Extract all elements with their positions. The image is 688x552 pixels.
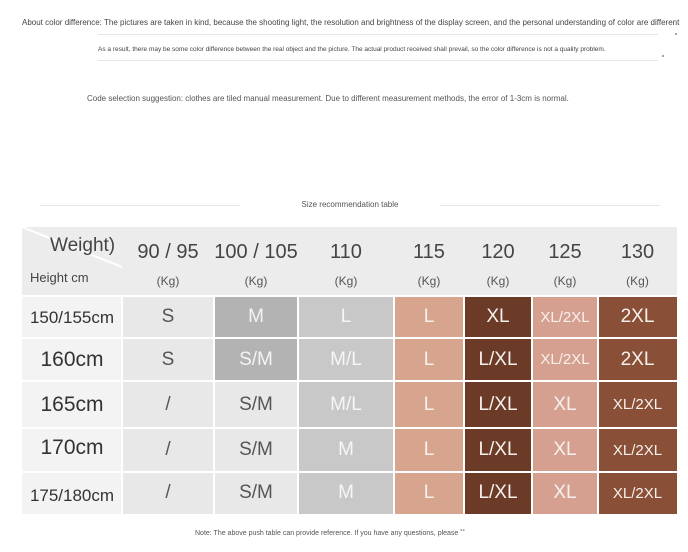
- column-unit: (Kg): [417, 274, 441, 288]
- size-cell: S: [122, 338, 214, 381]
- row-divider: [22, 337, 677, 339]
- size-cell: 2XL: [598, 338, 677, 381]
- size-cell: M: [298, 428, 394, 472]
- divider: [98, 34, 658, 35]
- size-cell: L/XL: [464, 428, 532, 472]
- row-height-label: 175/180cm: [29, 486, 115, 505]
- row-height-label: 170cm: [40, 436, 104, 459]
- size-cell: S/M: [214, 428, 298, 472]
- row-height-label: 150/155cm: [29, 308, 115, 327]
- row-divider: [22, 295, 677, 297]
- table-title: Size recommendation table: [301, 200, 399, 209]
- size-cell: L/XL: [464, 381, 532, 428]
- size-cell: L: [298, 296, 394, 338]
- size-cell: L: [394, 428, 464, 472]
- size-cell: M: [298, 472, 394, 514]
- size-cell: 2XL: [598, 296, 677, 338]
- size-cell: /: [122, 428, 214, 472]
- column-weight: 130: [620, 241, 655, 263]
- column-divider: [393, 296, 395, 514]
- column-unit: (Kg): [486, 274, 510, 288]
- column-header: [214, 227, 298, 296]
- size-cell: L: [394, 472, 464, 514]
- column-divider: [213, 296, 215, 514]
- weight-header: Weight): [50, 235, 116, 256]
- size-cell: XL: [464, 296, 532, 338]
- footnote-text: Note: The above push table can provide reference. If you have any questions, please: [195, 530, 459, 537]
- decorative-dot: [662, 55, 664, 57]
- size-cell: L/XL: [464, 338, 532, 381]
- column-unit: (Kg): [553, 274, 577, 288]
- column-weight: 120: [481, 241, 515, 263]
- column-header: [464, 227, 532, 296]
- row-height-label: 165cm: [40, 393, 104, 416]
- size-cell: XL/2XL: [532, 338, 598, 381]
- size-cell: L: [394, 296, 464, 338]
- column-header: [532, 227, 598, 296]
- size-cell: M/L: [298, 338, 394, 381]
- size-cell: XL/2XL: [598, 428, 677, 472]
- row-divider: [22, 471, 677, 473]
- decorative-dot: [675, 33, 677, 35]
- column-unit: (Kg): [244, 274, 268, 288]
- size-cell: S/M: [214, 338, 298, 381]
- footnote-marks: ˚˚: [460, 530, 465, 537]
- color-difference-result-notice: As a result, there may be some color difference between the real object and the picture. The actual product received shall prevail, so the color difference is not a quality problem.: [98, 46, 606, 53]
- column-weight: 110: [330, 241, 362, 263]
- column-weight: 100 / 105: [214, 241, 298, 263]
- column-divider: [121, 296, 123, 514]
- size-cell: XL/2XL: [598, 472, 677, 514]
- code-selection-suggestion: Code selection suggestion: clothes are tiled manual measurement. Due to different measurement methods, the error of 1-3cm is normal.: [87, 94, 569, 103]
- column-weight: 125: [548, 241, 582, 263]
- column-divider: [531, 296, 533, 514]
- size-cell: L: [394, 338, 464, 381]
- size-cell: M/L: [298, 381, 394, 428]
- row-height-label: 160cm: [40, 348, 104, 371]
- size-cell: S/M: [214, 472, 298, 514]
- size-recommendation-table: [22, 227, 677, 514]
- column-unit: (Kg): [626, 274, 649, 288]
- column-header: [598, 227, 677, 296]
- size-cell: XL/2XL: [532, 296, 598, 338]
- column-divider: [297, 296, 299, 514]
- size-cell: M: [214, 296, 298, 338]
- column-weight: 115: [413, 241, 445, 263]
- size-cell: XL: [532, 381, 598, 428]
- table-footnote: [195, 530, 465, 537]
- color-difference-notice: About color difference: The pictures are taken in kind, because the shooting light, the resolution and brightness of the display screen, and the personal understanding of color are different: [22, 18, 680, 27]
- column-divider: [463, 296, 465, 514]
- size-cell: S/M: [214, 381, 298, 428]
- column-header: [394, 227, 464, 296]
- size-cell: XL: [532, 472, 598, 514]
- size-cell: XL/2XL: [598, 381, 677, 428]
- divider: [98, 60, 658, 61]
- size-cell: XL: [532, 428, 598, 472]
- column-unit: (Kg): [334, 274, 358, 288]
- size-cell: L: [394, 381, 464, 428]
- height-header: Height cm: [30, 270, 89, 285]
- column-unit: (Kg): [156, 274, 180, 288]
- row-divider: [22, 380, 677, 382]
- size-cell: /: [122, 472, 214, 514]
- column-weight: 90 / 95: [137, 241, 199, 263]
- size-cell: /: [122, 381, 214, 428]
- column-divider: [597, 296, 599, 514]
- column-header: [298, 227, 394, 296]
- column-header: [122, 227, 214, 296]
- size-cell: S: [122, 296, 214, 338]
- row-divider: [22, 427, 677, 429]
- size-cell: L/XL: [464, 472, 532, 514]
